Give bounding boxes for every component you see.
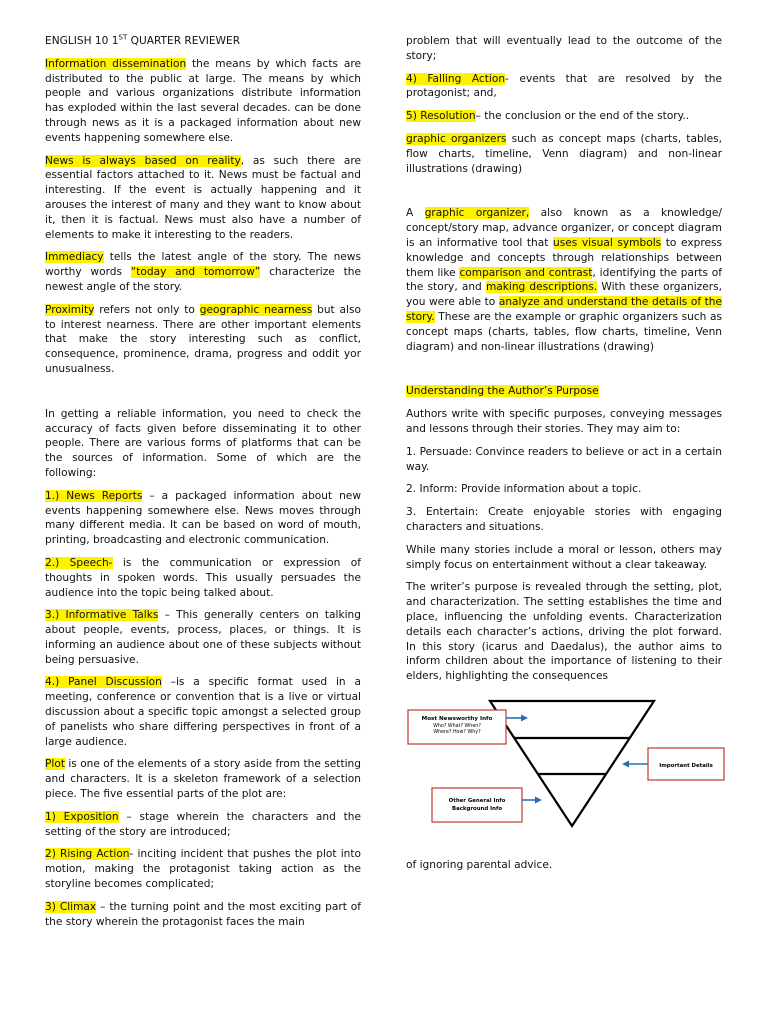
other-general-info-label: Other General Info (448, 797, 506, 804)
section-heading-authors-purpose: Understanding the Author’s Purpose (406, 385, 599, 398)
paragraph-proximity: Proximity refers not only to geographic nearness but also to interest nearness. There are other important elements that make the story interesting such as conflict, consequence, prominence, drama, progress and oddit yor unusualness. (45, 303, 361, 375)
right-column (406, 34, 722, 881)
most-newsworthy-sub2: Where? How? Why? (433, 729, 481, 735)
paragraph-immediacy: Immediacy tells the latest angle of the story. The news worthy words “today and tomorrow” characterize the newest angle of the story. (45, 251, 362, 293)
spacer (406, 184, 722, 206)
paragraph-information-dissemination: Information dissemination the means by which facts are distributed to the public at large. The means by which people and various organizations distribute information has exploded within the last several decades. can be done through news as it is a packaged information about new events happening somewhere else. (45, 57, 361, 144)
list-item-entertain: 3. Entertain: Create enjoyable stories with engaging characters and situations. (406, 506, 722, 533)
spacer (406, 362, 722, 384)
paragraph-falling-action: 4) Falling Action- events that are resolved by the protagonist; and, (406, 72, 722, 100)
background-info-label: Background Info (451, 805, 503, 812)
paragraph-rising-action: 2) Rising Action- inciting incident that pushes the plot into motion, making the protagonist taking action as the storyline becomes complicated; (45, 848, 361, 891)
spacer (45, 385, 361, 407)
paragraph-moral-lesson: While many stories include a moral or lesson, others may simply focus on entertainment without a clear takeaway. (406, 543, 722, 571)
paragraph-graphic-organizers: graphic organizers such as concept maps (charts, tables, flow charts, timeline, Venn diagram) and non-linear illustrations (drawing) (406, 132, 723, 175)
paragraph-climax-continued: problem that will eventually lead to the outcome of the story; (406, 35, 722, 62)
paragraph-news-reports: 1.) News Reports – a packaged information about new events happening somewhere else. News moves through many different media. It can be based on word of mouth, printing, broadcasting and electronic communication. (45, 489, 361, 547)
most-newsworthy-sub1: Who? What? When? (433, 723, 481, 729)
paragraph-parental-advice: of ignoring parental advice. (406, 858, 553, 871)
paragraph-reliable-information: In getting a reliable information, you need to check the accuracy of facts given before disseminating it to other people. There are various forms of platforms that can be the sources of information. Some of which are the following: (45, 407, 361, 479)
paragraph-informative-talks: 3.) Informative Talks – This generally centers on talking about people, events, process, places, or things. It is informing an audience about one of these subjects without being persuasive. (45, 609, 361, 666)
page-title: ENGLISH 10 1ST QUARTER REVIEWER (45, 33, 241, 47)
inverted-pyramid-figure (404, 698, 726, 848)
paragraph-authors-write: Authors write with specific purposes, conveying messages and lessons through their stories. They may aim to: (406, 408, 722, 435)
paragraph-writers-purpose: The writer’s purpose is revealed through the setting, plot, and characterization. The setting establishes the time and place, influencing the unfolding events. Characterization details each character’s actions, driving the plot forward. In this story (icarus and Daedalus), the author aims to inform children about the importance of listening to their elders, highlighting the consequences (406, 581, 722, 683)
paragraph-news-reality: News is always based on reality, as such there are essential factors attached to it. News must be factual and interesting. If the event is actually happening and it arouses the interest of many and they want to know about it, then it is factual. News must also have a number of elements to make it interesting to the readers. (45, 154, 362, 241)
list-item-persuade: 1. Persuade: Convince readers to believe or act in a certain way. (406, 445, 722, 473)
paragraph-plot: Plot is one of the elements of a story aside from the setting and characters. It is a skeleton framework of a selection piece. The five essential parts of the plot are: (45, 758, 361, 801)
inverted-pyramid-diagram (404, 698, 726, 848)
other-general-info-box (432, 788, 522, 822)
important-details-label: Important Details (659, 762, 713, 769)
arrow-3-head (535, 796, 542, 803)
paragraph-climax: 3) Climax – the turning point and the most exciting part of the story wherein the protagonist faces the main (45, 900, 362, 928)
paragraph-speech: 2.) Speech- is the communication or expression of thoughts in spoken words. This usually persuades the audience into the topic being talked about. (45, 556, 361, 599)
paragraph-panel-discussion: 4.) Panel Discussion –is a specific format used in a meeting, conference or convention that is a live or virtual discussion about a specific topic amongst a selected group of panelists who share differing perspectives in front of a large audience. (45, 676, 361, 748)
paragraph-graphic-organizer-definition: A graphic organizer, also known as a knowledge/ concept/story map, advance organizer, or concept diagram is an informative tool that uses visual symbols to express knowledge and concepts through relationships between them like comparison and contrast, identifying the parts of the story, and making descriptions. With these organizers, you were able to analyze and understand the details of the story. These are the example or graphic organizers such as concept maps (charts, tables, flow charts, timeline, Venn diagram) and non-linear illustrations (drawing) (406, 207, 723, 353)
most-newsworthy-label: Most Newsworthy Info (421, 715, 493, 722)
paragraph-exposition: 1) Exposition – stage wherein the characters and the setting of the story are introduced; (45, 810, 361, 838)
list-item-inform: 2. Inform: Provide information about a topic. (406, 483, 642, 496)
paragraph-resolution: 5) Resolution– the conclusion or the end of the story.. (406, 110, 690, 123)
arrow-2-head (622, 760, 629, 767)
left-column (45, 34, 361, 937)
